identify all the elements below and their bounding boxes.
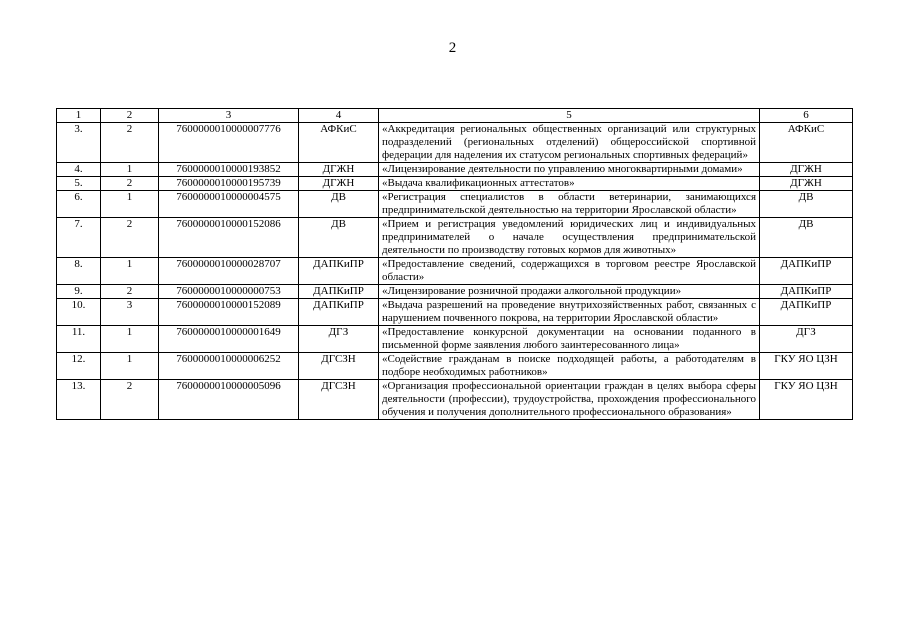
provider-cell: ГКУ ЯО ЦЗН	[760, 380, 853, 420]
level-cell: 1	[101, 191, 159, 218]
service-code-cell: 7600000010000007776	[159, 123, 299, 163]
row-number-cell: 5.	[57, 177, 101, 191]
provider-cell: ДГЖН	[760, 163, 853, 177]
row-number-cell: 8.	[57, 258, 101, 285]
department-cell: ДАПКиПР	[299, 299, 379, 326]
level-cell: 2	[101, 380, 159, 420]
table-row	[57, 380, 853, 420]
table-row	[57, 258, 853, 285]
provider-cell: ДАПКиПР	[760, 285, 853, 299]
provider-cell: ДГЖН	[760, 177, 853, 191]
service-name-cell: «Предоставление конкурсной документации на основании поданного в письменной форме заявления любого заинтересованного лица»	[379, 326, 760, 353]
service-name-cell: «Организация профессиональной ориентации граждан в целях выбора сферы деятельности (профессии), трудоустройства, прохождения профессионального обучения и получения дополнительного профессионального образования»	[379, 380, 760, 420]
row-number-cell: 13.	[57, 380, 101, 420]
level-cell: 1	[101, 258, 159, 285]
row-number-cell: 12.	[57, 353, 101, 380]
table-header-row	[57, 109, 853, 123]
level-cell: 1	[101, 326, 159, 353]
department-cell: ДГСЗН	[299, 380, 379, 420]
provider-cell: ДВ	[760, 218, 853, 258]
table-row	[57, 191, 853, 218]
level-cell: 1	[101, 353, 159, 380]
level-cell: 2	[101, 123, 159, 163]
service-code-cell: 7600000010000193852	[159, 163, 299, 177]
table-row	[57, 285, 853, 299]
department-cell: ДВ	[299, 218, 379, 258]
department-cell: ДГЗ	[299, 326, 379, 353]
provider-cell: ДАПКиПР	[760, 258, 853, 285]
department-cell: ДВ	[299, 191, 379, 218]
service-code-cell: 7600000010000004575	[159, 191, 299, 218]
services-table	[56, 108, 853, 420]
header-cell: 4	[299, 109, 379, 123]
service-code-cell: 7600000010000006252	[159, 353, 299, 380]
header-cell: 5	[379, 109, 760, 123]
service-name-cell: «Содействие гражданам в поиске подходящей работы, а работодателям в подборе необходимых работников»	[379, 353, 760, 380]
department-cell: ДГЖН	[299, 177, 379, 191]
service-name-cell: «Предоставление сведений, содержащихся в торговом реестре Ярославской области»	[379, 258, 760, 285]
service-name-cell: «Аккредитация региональных общественных организаций или структурных подразделений (региональных отделений) общероссийской спортивной федерации для наделения их статусом региональных спортивных федераций»	[379, 123, 760, 163]
table-row	[57, 299, 853, 326]
provider-cell: ДГЗ	[760, 326, 853, 353]
row-number-cell: 6.	[57, 191, 101, 218]
service-code-cell: 7600000010000028707	[159, 258, 299, 285]
table-row	[57, 326, 853, 353]
service-name-cell: «Регистрация специалистов в области ветеринарии, занимающихся предпринимательской деятельностью на территории Ярославской области»	[379, 191, 760, 218]
level-cell: 3	[101, 299, 159, 326]
provider-cell: АФКиС	[760, 123, 853, 163]
service-name-cell: «Лицензирование розничной продажи алкогольной продукции»	[379, 285, 760, 299]
provider-cell: ДВ	[760, 191, 853, 218]
service-code-cell: 7600000010000000753	[159, 285, 299, 299]
service-code-cell: 7600000010000152086	[159, 218, 299, 258]
row-number-cell: 10.	[57, 299, 101, 326]
table-row	[57, 218, 853, 258]
service-name-cell: «Выдача квалификационных аттестатов»	[379, 177, 760, 191]
service-code-cell: 7600000010000195739	[159, 177, 299, 191]
department-cell: ДГЖН	[299, 163, 379, 177]
provider-cell: ДАПКиПР	[760, 299, 853, 326]
row-number-cell: 4.	[57, 163, 101, 177]
services-table-body	[57, 109, 853, 420]
department-cell: АФКиС	[299, 123, 379, 163]
level-cell: 2	[101, 177, 159, 191]
service-name-cell: «Выдача разрешений на проведение внутрихозяйственных работ, связанных с нарушением почвенного покрова, на территории Ярославской области»	[379, 299, 760, 326]
header-cell: 3	[159, 109, 299, 123]
row-number-cell: 11.	[57, 326, 101, 353]
row-number-cell: 9.	[57, 285, 101, 299]
header-cell: 6	[760, 109, 853, 123]
service-code-cell: 7600000010000152089	[159, 299, 299, 326]
header-cell: 2	[101, 109, 159, 123]
service-code-cell: 7600000010000001649	[159, 326, 299, 353]
department-cell: ДАПКиПР	[299, 258, 379, 285]
row-number-cell: 3.	[57, 123, 101, 163]
department-cell: ДГСЗН	[299, 353, 379, 380]
row-number-cell: 7.	[57, 218, 101, 258]
department-cell: ДАПКиПР	[299, 285, 379, 299]
service-name-cell: «Прием и регистрация уведомлений юридических лиц и индивидуальных предпринимателей о начале осуществления предпринимательской деятельности по производству готовых кормов для животных»	[379, 218, 760, 258]
level-cell: 1	[101, 163, 159, 177]
header-cell: 1	[57, 109, 101, 123]
table-row	[57, 353, 853, 380]
table-row	[57, 163, 853, 177]
page-number: 2	[448, 40, 457, 56]
service-code-cell: 7600000010000005096	[159, 380, 299, 420]
provider-cell: ГКУ ЯО ЦЗН	[760, 353, 853, 380]
level-cell: 2	[101, 285, 159, 299]
table-row	[57, 123, 853, 163]
table-row	[57, 177, 853, 191]
service-name-cell: «Лицензирование деятельности по управлению многоквартирными домами»	[379, 163, 760, 177]
level-cell: 2	[101, 218, 159, 258]
